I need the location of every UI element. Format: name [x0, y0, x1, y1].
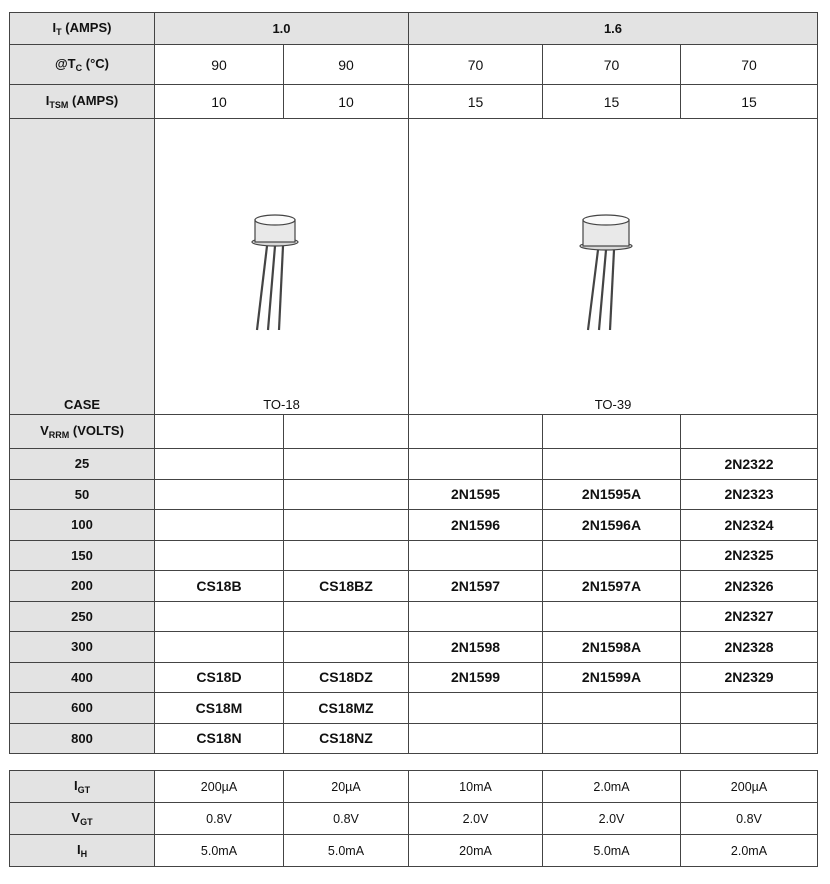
spec-value-text: 20mA [459, 843, 492, 858]
vrrm-unit: (VOLTS) [69, 423, 124, 438]
part-number-cell [284, 449, 409, 480]
part-number: 2N1598 [450, 638, 501, 655]
spec-value-text: 0.8V [333, 811, 359, 826]
spec-symbol: I [76, 842, 81, 857]
itsm-value-text: 15 [603, 93, 620, 110]
tc-value [284, 45, 409, 85]
spec-value [155, 803, 284, 835]
voltage-cell [10, 723, 155, 754]
spec-value-text: 200µA [200, 779, 238, 794]
part-number-cell [681, 601, 818, 632]
part-number: 2N1595 [450, 486, 501, 503]
part-number-cell [409, 540, 543, 571]
part-number-cell [543, 723, 681, 754]
package-name: TO-18 [263, 397, 300, 412]
it-label [10, 13, 155, 45]
tc-value [155, 45, 284, 85]
part-number: 2N2327 [724, 608, 774, 625]
part-number: 2N2324 [724, 516, 774, 533]
case-label-text: CASE [63, 397, 101, 412]
table-row [10, 571, 818, 602]
spec-subscript: GT [80, 817, 93, 827]
voltage-value: 600 [71, 700, 93, 716]
part-number-cell [409, 449, 543, 480]
spec-label [10, 771, 155, 803]
case-row [10, 119, 818, 415]
voltage-cell [10, 510, 155, 541]
table-row [10, 449, 818, 480]
part-number: CS18N [196, 730, 242, 747]
table-row [10, 662, 818, 693]
part-number-cell [681, 449, 818, 480]
part-number: 2N2329 [724, 669, 774, 686]
table-row [10, 510, 818, 541]
table-row [10, 723, 818, 754]
part-number: CS18D [196, 669, 242, 686]
part-number: 2N1596 [450, 516, 501, 533]
gate-characteristics-table [9, 770, 818, 867]
itsm-value [543, 85, 681, 119]
itsm-unit: (AMPS) [68, 93, 119, 108]
case-package-1 [155, 119, 409, 415]
part-number: 2N1599A [581, 669, 642, 686]
voltage-value: 250 [71, 608, 93, 624]
part-number: 2N2325 [724, 547, 774, 564]
part-number-cell [155, 479, 284, 510]
spec-value [543, 835, 681, 867]
itsm-value-text: 10 [338, 93, 354, 110]
voltage-cell [10, 601, 155, 632]
part-number-cell [284, 632, 409, 663]
part-number-cell [155, 632, 284, 663]
spec-value-text: 5.0mA [327, 843, 365, 858]
part-number-cell [681, 662, 818, 693]
part-number-cell [681, 723, 818, 754]
part-number: CS18DZ [319, 669, 373, 686]
spec-value [543, 771, 681, 803]
tc-unit: (°C) [82, 56, 109, 71]
to39-transistor-icon [409, 147, 818, 397]
it-symbol: I [52, 20, 57, 35]
voltage-cell [10, 540, 155, 571]
part-number: CS18NZ [319, 730, 373, 747]
table-row [10, 693, 818, 724]
part-number-cell [284, 601, 409, 632]
empty-cell [284, 415, 409, 449]
spec-value-text: 5.0mA [200, 843, 238, 858]
spec-row [10, 835, 818, 867]
spec-value [155, 835, 284, 867]
case-package-2 [409, 119, 818, 415]
voltage-value: 50 [74, 486, 90, 502]
spec-value-text: 0.8V [206, 811, 232, 826]
part-number: CS18M [195, 699, 243, 716]
spec-subscript: GT [77, 785, 91, 795]
it-unit: (AMPS) [61, 20, 112, 35]
part-number: 2N1596A [581, 516, 642, 533]
itsm-value-text: 10 [211, 93, 227, 110]
table-row [10, 601, 818, 632]
voltage-value: 200 [71, 578, 93, 594]
part-number: 2N2326 [724, 577, 774, 594]
part-number-cell [681, 540, 818, 571]
spec-row [10, 803, 818, 835]
spec-value [543, 803, 681, 835]
part-number-cell [409, 479, 543, 510]
voltage-cell [10, 632, 155, 663]
part-number-cell [409, 510, 543, 541]
part-number-cell [543, 571, 681, 602]
spec-value-text: 2.0mA [730, 843, 768, 858]
itsm-symbol: I [45, 93, 50, 108]
vrrm-label [10, 415, 155, 449]
part-number-cell [284, 693, 409, 724]
tc-value-text: 70 [741, 56, 757, 73]
part-number: 2N1595A [581, 486, 642, 503]
part-number-cell [155, 601, 284, 632]
tc-value-text: 70 [603, 56, 620, 73]
spec-symbol: V [71, 810, 81, 825]
spec-value [409, 771, 543, 803]
case-label [10, 119, 155, 415]
empty-cell [681, 415, 818, 449]
it-subscript: T [56, 27, 62, 37]
voltage-cell [10, 662, 155, 693]
spec-value-text: 5.0mA [593, 843, 630, 858]
part-number-cell [284, 571, 409, 602]
spec-value [155, 771, 284, 803]
spec-row [10, 771, 818, 803]
itsm-value-text: 15 [741, 93, 757, 110]
spec-value-text: 200µA [730, 779, 768, 794]
part-number-cell [409, 723, 543, 754]
empty-cell [155, 415, 284, 449]
itsm-subscript: TSM [49, 100, 69, 110]
spec-subscript: H [80, 849, 88, 859]
it-group-value: 1.0 [272, 21, 291, 36]
voltage-value: 800 [71, 730, 93, 746]
part-number: 2N2328 [724, 638, 774, 655]
part-number-cell [543, 510, 681, 541]
itsm-value [681, 85, 818, 119]
part-number-cell [409, 632, 543, 663]
it-row [10, 13, 818, 45]
part-number-cell [543, 601, 681, 632]
spec-symbol: I [73, 778, 78, 793]
spec-value [409, 803, 543, 835]
part-number: 2N2323 [724, 486, 774, 503]
part-number-cell [681, 632, 818, 663]
tc-value-text: 70 [467, 56, 484, 73]
tc-value-text: 90 [338, 56, 354, 73]
itsm-label [10, 85, 155, 119]
part-number-cell [409, 601, 543, 632]
part-number-cell [681, 479, 818, 510]
part-number: CS18BZ [319, 577, 373, 594]
part-number-cell [543, 540, 681, 571]
part-number: CS18B [196, 577, 242, 594]
voltage-value: 400 [71, 669, 93, 685]
tc-value [681, 45, 818, 85]
spec-value-text: 2.0mA [593, 779, 630, 794]
it-group-1 [155, 13, 409, 45]
tc-value [409, 45, 543, 85]
table-row [10, 632, 818, 663]
voltage-cell [10, 449, 155, 480]
tc-row [10, 45, 818, 85]
vrrm-symbol: V [40, 423, 49, 438]
spec-value-text: 2.0V [598, 811, 625, 826]
spec-value [681, 835, 818, 867]
part-number-cell [155, 723, 284, 754]
part-number-cell [284, 662, 409, 693]
table-row [10, 540, 818, 571]
voltage-cell [10, 571, 155, 602]
voltage-value: 25 [74, 456, 90, 472]
part-number-cell [284, 540, 409, 571]
part-number-cell [409, 571, 543, 602]
part-number-cell [284, 510, 409, 541]
part-number-cell [409, 693, 543, 724]
voltage-value: 300 [71, 639, 93, 655]
spec-value [284, 835, 409, 867]
part-number-cell [543, 449, 681, 480]
it-group-2 [409, 13, 818, 45]
voltage-cell [10, 479, 155, 510]
vrrm-subscript: RRM [48, 430, 70, 440]
vrrm-row [10, 415, 818, 449]
spec-value-text: 20µA [331, 779, 361, 794]
spec-value-text: 2.0V [462, 811, 489, 826]
part-number: 2N1598A [581, 638, 642, 655]
part-number-cell [155, 510, 284, 541]
itsm-value [409, 85, 543, 119]
part-number: 2N1599 [450, 669, 501, 686]
spec-value [284, 771, 409, 803]
spec-label [10, 835, 155, 867]
empty-cell [543, 415, 681, 449]
thyristor-selection-table [9, 12, 818, 754]
spec-value [681, 771, 818, 803]
tc-value [543, 45, 681, 85]
part-number: 2N1597A [581, 577, 642, 594]
tc-subscript: C [75, 63, 83, 73]
part-number-cell [543, 662, 681, 693]
spec-label [10, 803, 155, 835]
tc-symbol: @T [55, 56, 76, 71]
spec-value [284, 803, 409, 835]
spec-value [409, 835, 543, 867]
part-number-cell [543, 632, 681, 663]
part-number-cell [155, 662, 284, 693]
table-row [10, 479, 818, 510]
itsm-value-text: 15 [467, 93, 484, 110]
tc-value-text: 90 [211, 56, 227, 73]
voltage-value: 100 [71, 517, 93, 533]
part-number-cell [284, 479, 409, 510]
part-number-cell [155, 693, 284, 724]
part-number-cell [543, 479, 681, 510]
voltage-cell [10, 693, 155, 724]
part-number-cell [681, 693, 818, 724]
itsm-value [284, 85, 409, 119]
part-number-cell [681, 510, 818, 541]
spec-value [681, 803, 818, 835]
voltage-value: 150 [71, 547, 93, 563]
part-number-cell [155, 449, 284, 480]
part-number: CS18MZ [318, 699, 374, 716]
part-number-cell [409, 662, 543, 693]
part-number: 2N2322 [724, 455, 774, 472]
package-name: TO-39 [594, 397, 632, 412]
itsm-value [155, 85, 284, 119]
spec-value-text: 0.8V [736, 811, 762, 826]
tc-label [10, 45, 155, 85]
spec-value-text: 10mA [459, 779, 492, 794]
part-number-cell [543, 693, 681, 724]
part-number: 2N1597 [450, 577, 501, 594]
part-number-cell [681, 571, 818, 602]
empty-cell [409, 415, 543, 449]
itsm-row [10, 85, 818, 119]
part-number-cell [284, 723, 409, 754]
it-group-value: 1.6 [603, 21, 623, 36]
part-number-cell [155, 540, 284, 571]
to18-transistor-icon [155, 147, 409, 397]
part-number-cell [155, 571, 284, 602]
